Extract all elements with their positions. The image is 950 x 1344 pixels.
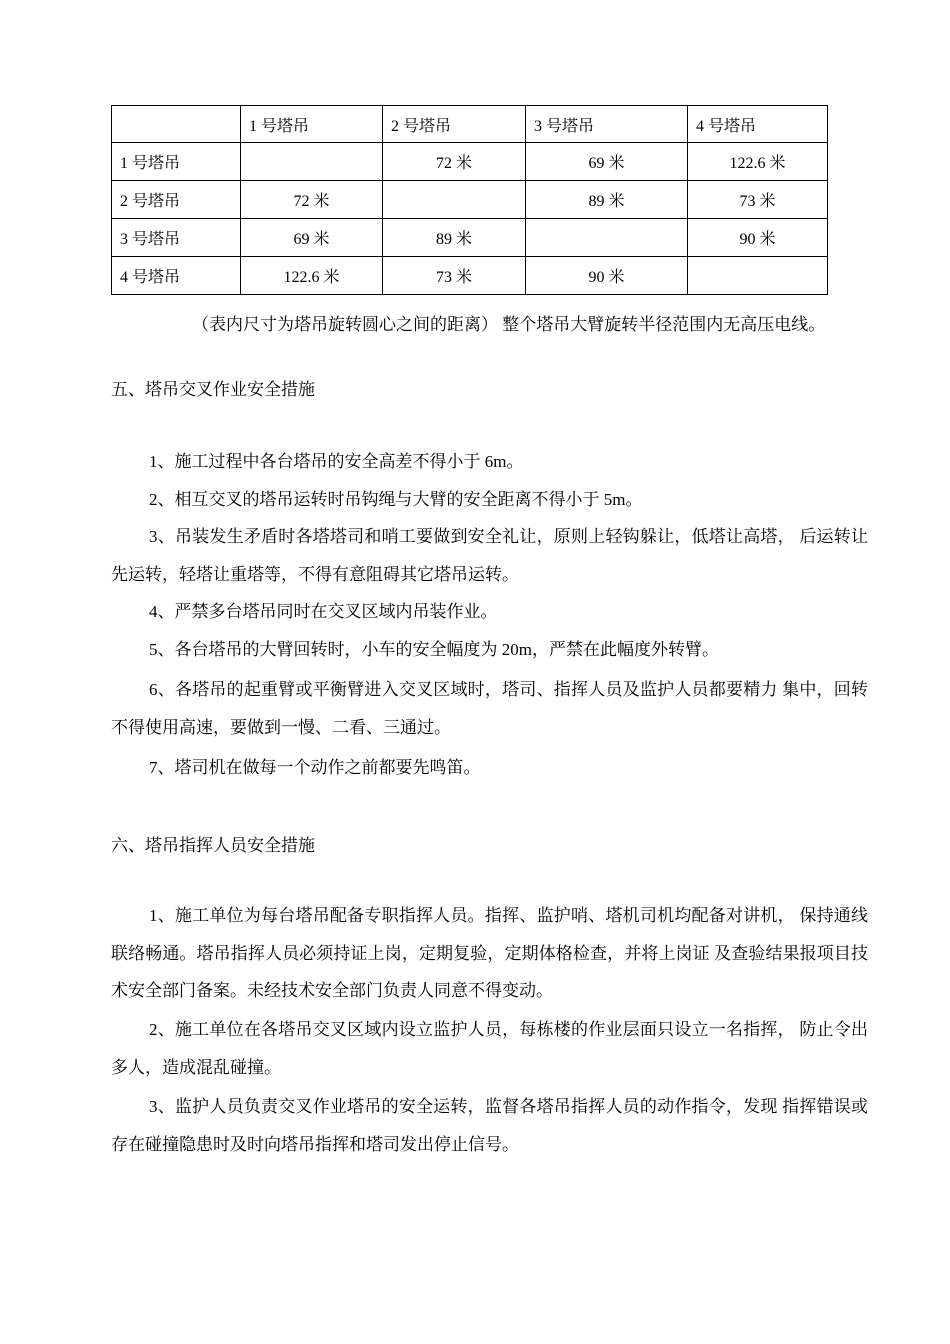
row-header: 4 号塔吊 bbox=[112, 257, 241, 295]
section-6-item-2: 2、施工单位在各塔吊交叉区域内设立监护人员，每栋楼的作业层面只设立一名指挥， 防止令出多人，造成混乱碰撞。 bbox=[111, 1020, 868, 1077]
table-cell bbox=[526, 219, 688, 257]
table-cell: 122.6 米 bbox=[688, 143, 828, 181]
section-6-item-1: 1、施工单位为每台塔吊配备专职指挥人员。指挥、监护哨、塔机司机均配备对讲机， 保持通线联络畅通。塔吊指挥人员必须持证上岗，定期复验，定期体格检查，并将上岗证 及查验结果报项目技术安全部门备案。未经技术安全部门负责人同意不得变动。 bbox=[111, 906, 868, 1000]
section-5-item-6: 6、各塔吊的起重臂或平衡臂进入交叉区域时，塔司、指挥人员及监护人员都要精力 集中，回转不得使用高速，要做到一慢、二看、三通过。 bbox=[111, 680, 868, 737]
section-6-heading: 六、塔吊指挥人员安全措施 bbox=[111, 836, 315, 855]
section-5-item-3: 3、吊装发生矛盾时各塔塔司和哨工要做到安全礼让，原则上轻钩躲让，低塔让高塔， 后运转让先运转，轻塔让重塔等，不得有意阻碍其它塔吊运转。 bbox=[111, 527, 868, 584]
column-header: 2 号塔吊 bbox=[383, 106, 526, 143]
table-corner-cell bbox=[112, 106, 241, 143]
table-header-row bbox=[112, 106, 828, 143]
table-cell bbox=[688, 257, 828, 295]
table-cell: 90 米 bbox=[688, 219, 828, 257]
table-row bbox=[112, 219, 828, 257]
table-cell: 73 米 bbox=[688, 181, 828, 219]
section-5-item-7: 7、塔司机在做每一个动作之前都要先鸣笛。 bbox=[149, 758, 481, 777]
table-cell: 73 米 bbox=[383, 257, 526, 295]
table-cell: 89 米 bbox=[383, 219, 526, 257]
column-header: 3 号塔吊 bbox=[526, 106, 688, 143]
section-5-item-4: 4、严禁多台塔吊同时在交叉区域内吊装作业。 bbox=[149, 602, 498, 621]
table-cell: 72 米 bbox=[383, 143, 526, 181]
table-row bbox=[112, 257, 828, 295]
section-5-item-5: 5、各台塔吊的大臂回转时，小车的安全幅度为 20m，严禁在此幅度外转臂。 bbox=[149, 640, 719, 659]
table-cell: 69 米 bbox=[241, 219, 383, 257]
table-cell: 89 米 bbox=[526, 181, 688, 219]
table-note: （表内尺寸为塔吊旋转圆心之间的距离） 整个塔吊大臂旋转半径范围内无高压电线。 bbox=[192, 315, 826, 334]
row-header: 3 号塔吊 bbox=[112, 219, 241, 257]
table-cell: 72 米 bbox=[241, 181, 383, 219]
column-header: 4 号塔吊 bbox=[688, 106, 828, 143]
section-5-heading: 五、塔吊交叉作业安全措施 bbox=[111, 380, 315, 399]
tower-crane-distance-table bbox=[111, 105, 828, 295]
row-header: 1 号塔吊 bbox=[112, 143, 241, 181]
section-5-item-2: 2、相互交叉的塔吊运转时吊钩绳与大臂的安全距离不得小于 5m。 bbox=[149, 490, 643, 509]
table-cell: 122.6 米 bbox=[241, 257, 383, 295]
table-cell: 69 米 bbox=[526, 143, 688, 181]
table-cell bbox=[241, 143, 383, 181]
section-5-item-1: 1、施工过程中各台塔吊的安全高差不得小于 6m。 bbox=[149, 452, 524, 471]
table-cell: 90 米 bbox=[526, 257, 688, 295]
row-header: 2 号塔吊 bbox=[112, 181, 241, 219]
table-row bbox=[112, 181, 828, 219]
column-header: 1 号塔吊 bbox=[241, 106, 383, 143]
section-6-item-3: 3、监护人员负责交叉作业塔吊的安全运转，监督各塔吊指挥人员的动作指令，发现 指挥错误或存在碰撞隐患时及时向塔吊指挥和塔司发出停止信号。 bbox=[111, 1097, 868, 1154]
table-row bbox=[112, 143, 828, 181]
table-cell bbox=[383, 181, 526, 219]
